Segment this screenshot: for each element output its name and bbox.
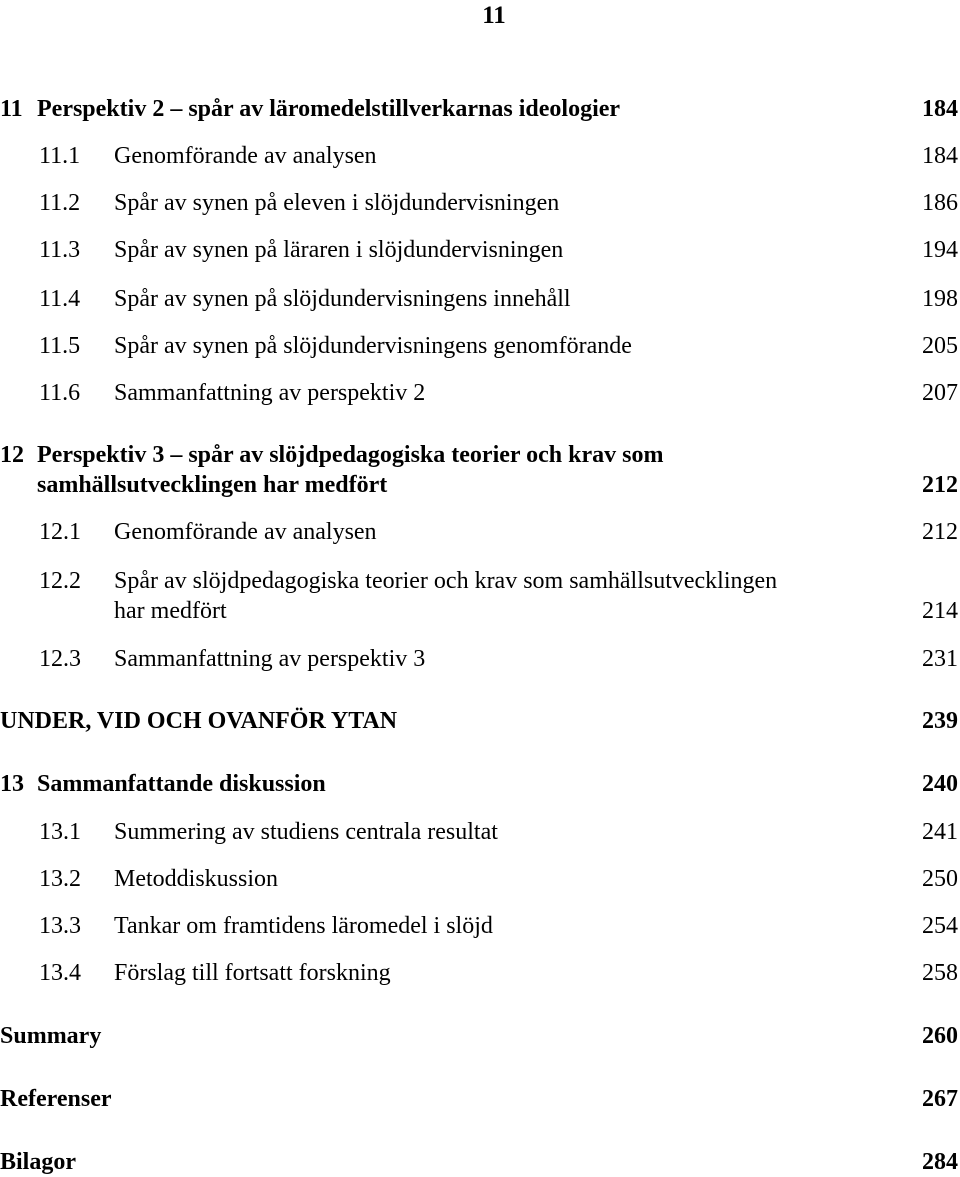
toc-page-number: 212 <box>922 519 958 545</box>
toc-part-heading[interactable] <box>0 706 958 736</box>
toc-appendices[interactable] <box>0 1147 958 1177</box>
toc-section-title: Genomförande av analysen <box>114 143 377 169</box>
toc-section-12-1[interactable] <box>0 517 958 547</box>
toc-section-11-3[interactable] <box>0 235 958 265</box>
toc-section-title: Sammanfattning av perspektiv 2 <box>114 380 426 406</box>
toc-page-number: 184 <box>922 96 958 122</box>
toc-section-title: Spår av synen på eleven i slöjdundervisningen <box>114 190 560 216</box>
toc-section-title-line2: har medfört <box>114 598 227 624</box>
toc-section-number: 11.3 <box>39 237 81 263</box>
toc-section-title: Spår av synen på slöjdundervisningens innehåll <box>114 286 571 312</box>
toc-section-11-5[interactable] <box>0 331 958 361</box>
toc-part-title: UNDER, VID OCH OVANFÖR YTAN <box>0 708 398 734</box>
toc-page-number: 250 <box>922 866 958 892</box>
toc-chapter-13[interactable] <box>0 769 958 799</box>
toc-chapter-title-line1: Perspektiv 3 – spår av slöjdpedagogiska teorier och krav som <box>37 442 664 468</box>
toc-page-number: 284 <box>922 1149 958 1175</box>
toc-chapter-11[interactable] <box>0 94 958 124</box>
toc-section-number: 11.5 <box>39 333 81 359</box>
toc-chapter-number: 12 <box>0 442 24 468</box>
toc-section-12-2[interactable] <box>0 566 958 626</box>
toc-section-title: Genomförande av analysen <box>114 519 377 545</box>
toc-page-number: 258 <box>922 960 958 986</box>
toc-chapter-title: Perspektiv 2 – spår av läromedelstillverkarnas ideologier <box>37 96 621 122</box>
toc-section-title: Förslag till fortsatt forskning <box>114 960 391 986</box>
toc-section-number: 11.2 <box>39 190 81 216</box>
toc-section-12-3[interactable] <box>0 644 958 674</box>
toc-page-number: 239 <box>922 708 958 734</box>
toc-chapter-title <box>37 440 837 500</box>
toc-page-number: 198 <box>922 286 958 312</box>
toc-section-number: 13.3 <box>39 913 81 939</box>
toc-references[interactable] <box>0 1084 958 1114</box>
toc-chapter-title: Bilagor <box>0 1149 76 1175</box>
toc-page-number: 184 <box>922 143 958 169</box>
toc-chapter-title: Sammanfattande diskussion <box>37 771 326 797</box>
toc-section-title-line1: Spår av slöjdpedagogiska teorier och krav som samhällsutvecklingen <box>114 568 778 594</box>
toc-section-11-6[interactable] <box>0 378 958 408</box>
toc-page-number: 254 <box>922 913 958 939</box>
toc-section-title: Metoddiskussion <box>114 866 279 892</box>
toc-section-number: 12.3 <box>39 646 81 672</box>
toc-section-number: 13.1 <box>39 819 81 845</box>
page-number: 11 <box>482 2 506 29</box>
toc-chapter-number: 13 <box>0 771 24 797</box>
toc-chapter-title-line2: samhällsutvecklingen har medfört <box>37 472 388 498</box>
toc-section-13-1[interactable] <box>0 817 958 847</box>
toc-section-11-4[interactable] <box>0 284 958 314</box>
toc-section-13-4[interactable] <box>0 958 958 988</box>
toc-page-number: 205 <box>922 333 958 359</box>
toc-section-title: Summering av studiens centrala resultat <box>114 819 498 845</box>
toc-section-number: 13.4 <box>39 960 81 986</box>
toc-section-title: Spår av synen på slöjdundervisningens genomförande <box>114 333 632 359</box>
toc-chapter-title: Referenser <box>0 1086 112 1112</box>
toc-section-number: 11.4 <box>39 286 81 312</box>
toc-section-11-1[interactable] <box>0 141 958 171</box>
toc-page-number: 186 <box>922 190 958 216</box>
toc-section-title: Tankar om framtidens läromedel i slöjd <box>114 913 493 939</box>
toc-chapter-12[interactable] <box>0 440 958 500</box>
toc-page-number: 231 <box>922 646 958 672</box>
toc-summary[interactable] <box>0 1021 958 1051</box>
toc-section-number: 11.6 <box>39 380 81 406</box>
toc-section-title <box>114 566 874 626</box>
toc-section-title: Sammanfattning av perspektiv 3 <box>114 646 426 672</box>
toc-page-number: 260 <box>922 1023 958 1049</box>
toc-page-number: 194 <box>922 237 958 263</box>
toc-page-number: 212 <box>922 472 958 498</box>
toc-page-number: 240 <box>922 771 958 797</box>
toc-page-number: 214 <box>922 598 958 624</box>
toc-page-number: 241 <box>922 819 958 845</box>
toc-section-title: Spår av synen på läraren i slöjdundervisningen <box>114 237 564 263</box>
toc-section-number: 11.1 <box>39 143 81 169</box>
toc-section-number: 13.2 <box>39 866 81 892</box>
toc-section-13-2[interactable] <box>0 864 958 894</box>
toc-section-13-3[interactable] <box>0 911 958 941</box>
toc-section-number: 12.1 <box>39 519 81 545</box>
toc-chapter-number: 11 <box>0 96 23 122</box>
toc-page-number: 207 <box>922 380 958 406</box>
toc-page-number: 267 <box>922 1086 958 1112</box>
toc-section-number: 12.2 <box>39 568 81 594</box>
toc-section-11-2[interactable] <box>0 188 958 218</box>
toc-chapter-title: Summary <box>0 1023 102 1049</box>
